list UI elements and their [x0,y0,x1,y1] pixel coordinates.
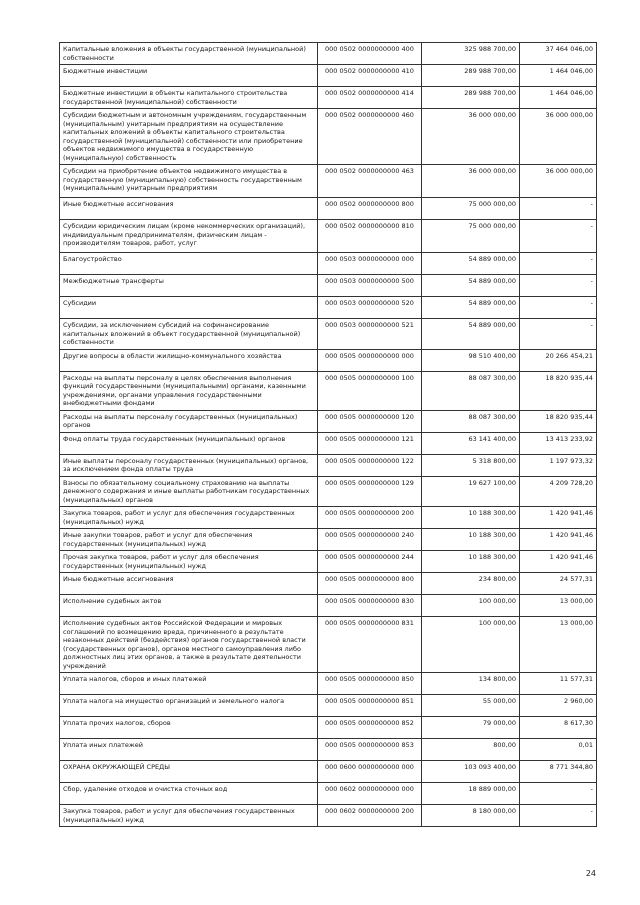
row-executed-amount: - [520,220,597,253]
row-plan-amount: 289 988 700,00 [422,65,520,87]
row-code: 000 0505 0000000000 244 [318,551,422,573]
row-executed-amount: 2 960,00 [520,695,597,717]
row-name: Прочая закупка товаров, работ и услуг для обеспечения государственных (муниципальных) нужд [60,551,318,573]
row-plan-amount: 36 000 000,00 [422,109,520,165]
row-plan-amount: 234 800,00 [422,573,520,595]
row-code: 000 0502 0000000000 400 [318,43,422,65]
row-plan-amount: 88 087 300,00 [422,410,520,432]
table-row [60,617,597,673]
row-plan-amount: 54 889 000,00 [422,275,520,297]
row-executed-amount: - [520,275,597,297]
table-row [60,319,597,350]
row-plan-amount: 19 627 100,00 [422,476,520,507]
row-executed-amount: 13 413 233,92 [520,432,597,454]
row-code: 000 0502 0000000000 410 [318,65,422,87]
row-name: Бюджетные инвестиции [60,65,318,87]
row-name: Межбюджетные трансферты [60,275,318,297]
row-plan-amount: 88 087 300,00 [422,371,520,410]
row-code: 000 0505 0000000000 853 [318,739,422,761]
row-plan-amount: 18 889 000,00 [422,783,520,805]
row-name: Иные выплаты персоналу государственных (муниципальных) органов, за исключением фонда оплаты труда [60,454,318,476]
row-executed-amount: 20 266 454,21 [520,349,597,371]
row-code: 000 0505 0000000000 800 [318,573,422,595]
row-executed-amount: - [520,198,597,220]
row-name: Иные бюджетные ассигнования [60,573,318,595]
row-plan-amount: 10 188 300,00 [422,551,520,573]
table-row [60,297,597,319]
row-code: 000 0502 0000000000 460 [318,109,422,165]
row-name: Другие вопросы в области жилищно-коммунального хозяйства [60,349,318,371]
row-code: 000 0505 0000000000 122 [318,454,422,476]
row-plan-amount: 5 318 800,00 [422,454,520,476]
row-executed-amount: 24 577,31 [520,573,597,595]
row-executed-amount: - [520,783,597,805]
table-row [60,595,597,617]
row-name: Расходы на выплаты персоналу государственных (муниципальных) органов [60,410,318,432]
row-executed-amount: 1 464 046,00 [520,87,597,109]
row-name: Уплата налога на имущество организаций и земельного налога [60,695,318,717]
table-row [60,432,597,454]
row-code: 000 0503 0000000000 520 [318,297,422,319]
row-name: Субсидии [60,297,318,319]
row-executed-amount: 1 197 973,32 [520,454,597,476]
row-code: 000 0505 0000000000 200 [318,507,422,529]
row-plan-amount: 134 800,00 [422,673,520,695]
row-plan-amount: 289 988 700,00 [422,87,520,109]
row-executed-amount: 37 464 046,00 [520,43,597,65]
budget-execution-table [59,42,597,827]
row-plan-amount: 98 510 400,00 [422,349,520,371]
row-code: 000 0505 0000000000 121 [318,432,422,454]
table-row [60,805,597,827]
table-row [60,717,597,739]
row-code: 000 0602 0000000000 000 [318,783,422,805]
table-row [60,198,597,220]
table-row [60,454,597,476]
table-row [60,410,597,432]
row-name: Закупка товаров, работ и услуг для обеспечения государственных (муниципальных) нужд [60,507,318,529]
row-code: 000 0505 0000000000 850 [318,673,422,695]
row-plan-amount: 100 000,00 [422,617,520,673]
table-row [60,253,597,275]
row-name: Субсидии юридическим лицам (кроме некоммерческих организаций), индивидуальным предпринимателям, физическим лицам - производителям товаров, работ, услуг [60,220,318,253]
row-executed-amount: - [520,253,597,275]
row-plan-amount: 36 000 000,00 [422,165,520,198]
row-plan-amount: 8 180 000,00 [422,805,520,827]
row-plan-amount: 54 889 000,00 [422,253,520,275]
table-row [60,349,597,371]
row-executed-amount: 1 420 941,46 [520,507,597,529]
row-code: 000 0505 0000000000 100 [318,371,422,410]
row-executed-amount: 0,01 [520,739,597,761]
table-row [60,783,597,805]
row-plan-amount: 55 000,00 [422,695,520,717]
row-executed-amount: 1 420 941,46 [520,551,597,573]
table-body [60,43,597,827]
row-code: 000 0600 0000000000 000 [318,761,422,783]
row-code: 000 0505 0000000000 831 [318,617,422,673]
row-executed-amount: 13 000,00 [520,595,597,617]
row-plan-amount: 325 988 700,00 [422,43,520,65]
row-plan-amount: 800,00 [422,739,520,761]
row-name: Иные закупки товаров, работ и услуг для обеспечения государственных (муниципальных) нужд [60,529,318,551]
table-row [60,371,597,410]
row-plan-amount: 10 188 300,00 [422,529,520,551]
row-code: 000 0505 0000000000 240 [318,529,422,551]
table-row [60,695,597,717]
row-code: 000 0503 0000000000 000 [318,253,422,275]
row-executed-amount: 11 577,31 [520,673,597,695]
table-row [60,673,597,695]
row-executed-amount: 18 820 935,44 [520,410,597,432]
row-code: 000 0502 0000000000 414 [318,87,422,109]
row-name: Закупка товаров, работ и услуг для обеспечения государственных (муниципальных) нужд [60,805,318,827]
row-plan-amount: 54 889 000,00 [422,297,520,319]
row-executed-amount: 4 209 728,20 [520,476,597,507]
row-name: Уплата налогов, сборов и иных платежей [60,673,318,695]
row-executed-amount: 36 000 000,00 [520,165,597,198]
row-executed-amount: 8 617,30 [520,717,597,739]
row-code: 000 0502 0000000000 800 [318,198,422,220]
row-name: Исполнение судебных актов [60,595,318,617]
row-executed-amount: - [520,319,597,350]
table-row [60,551,597,573]
row-code: 000 0602 0000000000 200 [318,805,422,827]
row-code: 000 0505 0000000000 129 [318,476,422,507]
table-row [60,476,597,507]
table-row [60,529,597,551]
table-row [60,43,597,65]
row-plan-amount: 54 889 000,00 [422,319,520,350]
row-executed-amount: 1 464 046,00 [520,65,597,87]
row-code: 000 0502 0000000000 810 [318,220,422,253]
row-code: 000 0505 0000000000 852 [318,717,422,739]
row-executed-amount: 18 820 935,44 [520,371,597,410]
row-code: 000 0503 0000000000 500 [318,275,422,297]
row-name: Капитальные вложения в объекты государственной (муниципальной) собственности [60,43,318,65]
row-executed-amount: 13 000,00 [520,617,597,673]
row-name: Благоустройство [60,253,318,275]
row-name: Взносы по обязательному социальному страхованию на выплаты денежного содержания и иные выплаты работникам государственных (муниципальных) органов [60,476,318,507]
row-plan-amount: 75 000 000,00 [422,220,520,253]
row-code: 000 0502 0000000000 463 [318,165,422,198]
row-plan-amount: 103 093 400,00 [422,761,520,783]
table-row [60,165,597,198]
table-row [60,65,597,87]
table-row [60,573,597,595]
row-name: Фонд оплаты труда государственных (муниципальных) органов [60,432,318,454]
row-executed-amount: - [520,297,597,319]
table-row [60,275,597,297]
row-executed-amount: 8 771 344,80 [520,761,597,783]
table-row [60,220,597,253]
row-executed-amount: 36 000 000,00 [520,109,597,165]
table-row [60,507,597,529]
row-name: Субсидии бюджетным и автономным учреждениям, государственным (муниципальным) унитарным предприятиям на осуществление капитальных вложений в объекты капитального строительства государственной (муниципальной) собственности или приобретение объектов недвижимого имущества в государственную (муниципальную) собственность [60,109,318,165]
row-code: 000 0505 0000000000 851 [318,695,422,717]
table-row [60,87,597,109]
row-plan-amount: 75 000 000,00 [422,198,520,220]
row-name: Уплата иных платежей [60,739,318,761]
row-code: 000 0505 0000000000 000 [318,349,422,371]
row-name: Субсидии, за исключением субсидий на софинансирование капитальных вложений в объект государственной (муниципальной) собственности [60,319,318,350]
row-name: Сбор, удаление отходов и очистка сточных вод [60,783,318,805]
row-name: Иные бюджетные ассигнования [60,198,318,220]
table-row [60,739,597,761]
row-name: ОХРАНА ОКРУЖАЮЩЕЙ СРЕДЫ [60,761,318,783]
row-name: Уплата прочих налогов, сборов [60,717,318,739]
table-row [60,109,597,165]
row-plan-amount: 63 141 400,00 [422,432,520,454]
row-executed-amount: - [520,805,597,827]
row-code: 000 0505 0000000000 830 [318,595,422,617]
row-executed-amount: 1 420 941,46 [520,529,597,551]
row-code: 000 0505 0000000000 120 [318,410,422,432]
row-name: Расходы на выплаты персоналу в целях обеспечения выполнения функций государственными (муниципальными) органами, казенными учреждениями, органами управления государственными внебюджетными фондами [60,371,318,410]
row-plan-amount: 100 000,00 [422,595,520,617]
row-name: Исполнение судебных актов Российской Федерации и мировых соглашений по возмещению вреда, причиненного в результате незаконных действий (бездействия) органов государственной власти (государственных органов), органов местного самоуправления либо должностных лиц этих органов, а также в результате деятельности учреждений [60,617,318,673]
page-number: 24 [585,869,596,878]
row-plan-amount: 10 188 300,00 [422,507,520,529]
row-code: 000 0503 0000000000 521 [318,319,422,350]
row-name: Субсидии на приобретение объектов недвижимого имущества в государственную (муниципальную) собственность государственным (муниципальным) унитарным предприятиям [60,165,318,198]
table-row [60,761,597,783]
row-plan-amount: 79 000,00 [422,717,520,739]
row-name: Бюджетные инвестиции в объекты капитального строительства государственной (муниципальной) собственности [60,87,318,109]
